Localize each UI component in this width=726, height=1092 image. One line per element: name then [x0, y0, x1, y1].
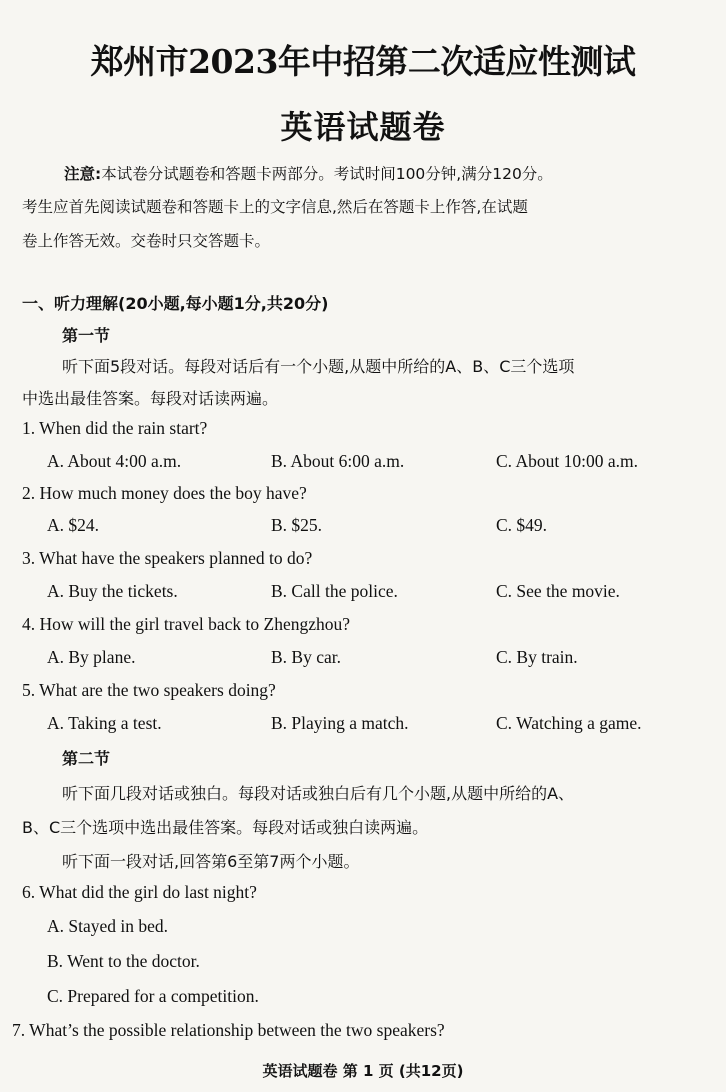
question-5: 5. What are the two speakers doing? [22, 680, 276, 700]
q2-option-b: B. $25. [271, 515, 323, 535]
question-2: 2. How much money does the boy have? [22, 483, 307, 503]
part2-label: 第二节 [62, 749, 111, 768]
q5-option-a: A. Taking a test. [47, 713, 162, 733]
q4-option-a: A. By plane. [47, 647, 136, 667]
part1-label: 第一节 [62, 326, 111, 345]
q3-option-b: B. Call the police. [271, 581, 398, 601]
q5-option-b: B. Playing a match. [271, 713, 409, 733]
part2-instruction-1: 听下面几段对话或独白。每段对话或独白后有几个小题,从题中所给的A、 [62, 784, 575, 803]
question-3: 3. What have the speakers planned to do? [22, 548, 313, 568]
part1-instruction-1: 听下面5段对话。每段对话后有一个小题,从题中所给的A、B、C三个选项 [62, 357, 575, 376]
q6-option-b: B. Went to the doctor. [47, 951, 200, 971]
question-4: 4. How will the girl travel back to Zhengzhou? [22, 614, 351, 634]
notice-line-3: 卷上作答无效。交卷时只交答题卡。 [22, 232, 271, 250]
page-subtitle: 英语试题卷 [280, 108, 446, 146]
q1-option-a: A. About 4:00 a.m. [47, 451, 182, 471]
part2-instruction-2: B、C三个选项中选出最佳答案。每段对话或独白读两遍。 [22, 818, 429, 837]
notice-label: 注意: [64, 165, 102, 183]
q3-option-c: C. See the movie. [496, 581, 620, 601]
part1-instruction-2: 中选出最佳答案。每段对话读两遍。 [22, 389, 279, 408]
page-title: 郑州市2023年中招第二次适应性测试 [90, 42, 636, 81]
part2-instruction-3: 听下面一段对话,回答第6至第7两个小题。 [62, 852, 360, 871]
notice-text-1: 本试卷分试题卷和答题卡两部分。考试时间100分钟,满分120分。 [101, 165, 553, 183]
section-heading: 一、听力理解(20小题,每小题1分,共20分) [22, 294, 329, 313]
q1-option-c: C. About 10:00 a.m. [496, 451, 638, 471]
q6-option-c: C. Prepared for a competition. [47, 986, 259, 1006]
q6-option-a: A. Stayed in bed. [47, 916, 169, 936]
q4-option-b: B. By car. [271, 647, 341, 667]
q2-option-a: A. $24. [47, 515, 100, 535]
q1-option-b: B. About 6:00 a.m. [271, 451, 405, 471]
q2-option-c: C. $49. [496, 515, 548, 535]
question-1: 1. When did the rain start? [22, 418, 208, 438]
question-6: 6. What did the girl do last night? [22, 882, 257, 902]
q5-option-c: C. Watching a game. [496, 713, 642, 733]
q4-option-c: C. By train. [496, 647, 578, 667]
question-7: 7. What’s the possible relationship between the two speakers? [12, 1020, 445, 1040]
page-footer: 英语试题卷 第 1 页 (共12页) [262, 1062, 464, 1080]
q3-option-a: A. Buy the tickets. [47, 581, 178, 601]
notice-line-1 [64, 162, 726, 184]
notice-line-2: 考生应首先阅读试题卷和答题卡上的文字信息,然后在答题卡上作答,在试题 [22, 198, 528, 216]
